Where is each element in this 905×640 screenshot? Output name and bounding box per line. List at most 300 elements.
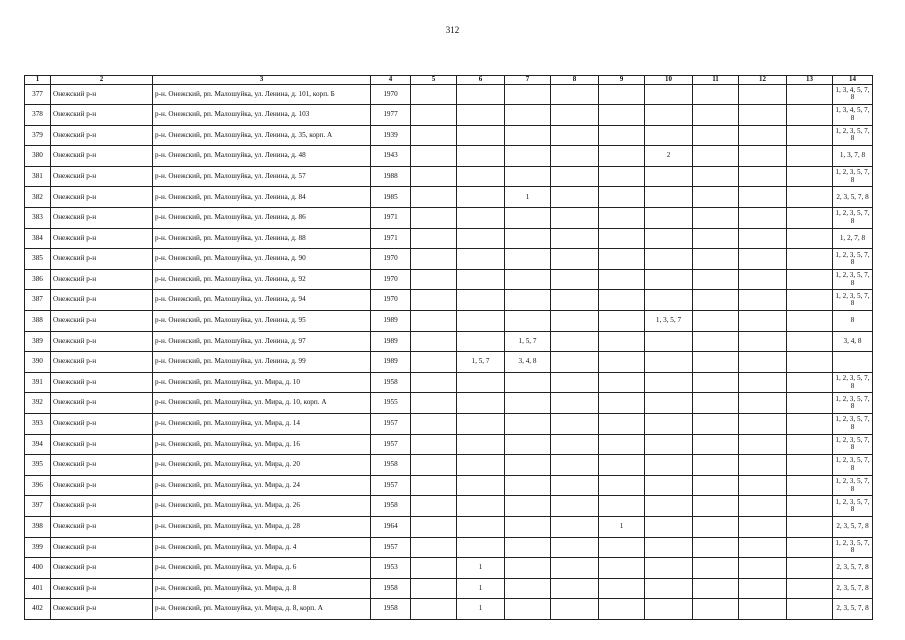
row-number: 386	[25, 269, 51, 290]
col10-cell	[645, 125, 693, 146]
address-cell: р-н. Онежский, рп. Малошуйка, ул. Мира, д. 10, корп. А	[153, 393, 371, 414]
col8-cell	[551, 228, 599, 249]
col11-cell	[693, 187, 739, 208]
col13-cell	[787, 578, 833, 599]
col11-cell	[693, 393, 739, 414]
row-number: 384	[25, 228, 51, 249]
col6-cell	[457, 516, 505, 537]
col13-cell	[787, 166, 833, 187]
district-cell: Онежский р-н	[51, 290, 153, 311]
district-cell: Онежский р-н	[51, 208, 153, 229]
col7-cell	[505, 311, 551, 332]
col9-cell	[599, 208, 645, 229]
col13-cell	[787, 228, 833, 249]
housing-registry-table	[24, 75, 873, 620]
col12-cell	[739, 105, 787, 126]
row-number: 383	[25, 208, 51, 229]
col6-cell	[457, 290, 505, 311]
year-cell: 1989	[371, 311, 411, 332]
district-cell: Онежский р-н	[51, 414, 153, 435]
column-header-4: 4	[371, 76, 411, 85]
col7-cell	[505, 393, 551, 414]
col6-cell: 1	[457, 558, 505, 579]
col11-cell	[693, 516, 739, 537]
col13-cell	[787, 475, 833, 496]
address-cell: р-н. Онежский, рп. Малошуйка, ул. Ленина, д. 92	[153, 269, 371, 290]
address-cell: р-н. Онежский, рп. Малошуйка, ул. Мира, д. 8, корп. А	[153, 599, 371, 620]
col11-cell	[693, 455, 739, 476]
row-number: 389	[25, 331, 51, 352]
col13-cell	[787, 352, 833, 373]
table-row	[25, 125, 873, 146]
col7-cell	[505, 455, 551, 476]
col13-cell	[787, 434, 833, 455]
col12-cell	[739, 414, 787, 435]
table-row	[25, 516, 873, 537]
table-row	[25, 352, 873, 373]
col12-cell	[739, 516, 787, 537]
col12-cell	[739, 146, 787, 167]
col14-cell: 1, 2, 7, 8	[833, 228, 873, 249]
table-row	[25, 372, 873, 393]
col12-cell	[739, 393, 787, 414]
col14-cell: 1, 2, 3, 5, 7, 8	[833, 537, 873, 558]
col13-cell	[787, 187, 833, 208]
address-cell: р-н. Онежский, рп. Малошуйка, ул. Мира, д. 20	[153, 455, 371, 476]
col12-cell	[739, 578, 787, 599]
col10-cell	[645, 228, 693, 249]
year-cell: 1988	[371, 166, 411, 187]
address-cell: р-н. Онежский, рп. Малошуйка, ул. Ленина, д. 97	[153, 331, 371, 352]
col12-cell	[739, 208, 787, 229]
row-number: 395	[25, 455, 51, 476]
col12-cell	[739, 166, 787, 187]
col14-cell: 1, 2, 3, 5, 7, 8	[833, 290, 873, 311]
col5-cell	[411, 269, 457, 290]
col10-cell	[645, 249, 693, 270]
col7-cell	[505, 146, 551, 167]
col5-cell	[411, 455, 457, 476]
district-cell: Онежский р-н	[51, 269, 153, 290]
col11-cell	[693, 414, 739, 435]
row-number: 388	[25, 311, 51, 332]
col6-cell	[457, 414, 505, 435]
table-row	[25, 414, 873, 435]
col5-cell	[411, 146, 457, 167]
table-row	[25, 105, 873, 126]
col7-cell	[505, 208, 551, 229]
district-cell: Онежский р-н	[51, 146, 153, 167]
column-header-13: 13	[787, 76, 833, 85]
col5-cell	[411, 105, 457, 126]
col7-cell	[505, 558, 551, 579]
col11-cell	[693, 269, 739, 290]
table-row	[25, 537, 873, 558]
year-cell: 1955	[371, 393, 411, 414]
address-cell: р-н. Онежский, рп. Малошуйка, ул. Мира, д. 4	[153, 537, 371, 558]
address-cell: р-н. Онежский, рп. Малошуйка, ул. Мира, д. 24	[153, 475, 371, 496]
row-number: 396	[25, 475, 51, 496]
col11-cell	[693, 537, 739, 558]
col9-cell	[599, 249, 645, 270]
col11-cell	[693, 311, 739, 332]
district-cell: Онежский р-н	[51, 393, 153, 414]
col11-cell	[693, 331, 739, 352]
row-number: 402	[25, 599, 51, 620]
column-header-12: 12	[739, 76, 787, 85]
col6-cell	[457, 166, 505, 187]
col10-cell	[645, 393, 693, 414]
address-cell: р-н. Онежский, рп. Малошуйка, ул. Ленина, д. 99	[153, 352, 371, 373]
col11-cell	[693, 558, 739, 579]
col13-cell	[787, 558, 833, 579]
col8-cell	[551, 146, 599, 167]
col9-cell	[599, 187, 645, 208]
col14-cell: 2, 3, 5, 7, 8	[833, 187, 873, 208]
year-cell: 1958	[371, 372, 411, 393]
col14-cell: 2, 3, 5, 7, 8	[833, 516, 873, 537]
col13-cell	[787, 208, 833, 229]
col11-cell	[693, 125, 739, 146]
col8-cell	[551, 599, 599, 620]
table-row	[25, 208, 873, 229]
col5-cell	[411, 84, 457, 105]
table-row	[25, 496, 873, 517]
district-cell: Онежский р-н	[51, 166, 153, 187]
col7-cell	[505, 249, 551, 270]
address-cell: р-н. Онежский, рп. Малошуйка, ул. Ленина, д. 88	[153, 228, 371, 249]
column-header-1: 1	[25, 76, 51, 85]
col7-cell	[505, 537, 551, 558]
row-number: 394	[25, 434, 51, 455]
col9-cell: 1	[599, 516, 645, 537]
col5-cell	[411, 537, 457, 558]
col6-cell	[457, 269, 505, 290]
col9-cell	[599, 84, 645, 105]
col9-cell	[599, 414, 645, 435]
col12-cell	[739, 352, 787, 373]
col7-cell: 3, 4, 8	[505, 352, 551, 373]
col6-cell	[457, 311, 505, 332]
col11-cell	[693, 105, 739, 126]
col11-cell	[693, 146, 739, 167]
col5-cell	[411, 187, 457, 208]
col10-cell	[645, 455, 693, 476]
col5-cell	[411, 290, 457, 311]
col8-cell	[551, 208, 599, 229]
col12-cell	[739, 228, 787, 249]
col7-cell	[505, 434, 551, 455]
col13-cell	[787, 105, 833, 126]
col5-cell	[411, 496, 457, 517]
col12-cell	[739, 187, 787, 208]
col14-cell: 1, 2, 3, 5, 7, 8	[833, 166, 873, 187]
col8-cell	[551, 578, 599, 599]
col13-cell	[787, 455, 833, 476]
district-cell: Онежский р-н	[51, 228, 153, 249]
col13-cell	[787, 269, 833, 290]
col13-cell	[787, 249, 833, 270]
col8-cell	[551, 249, 599, 270]
col9-cell	[599, 166, 645, 187]
district-cell: Онежский р-н	[51, 372, 153, 393]
row-number: 392	[25, 393, 51, 414]
year-cell: 1964	[371, 516, 411, 537]
table-row	[25, 599, 873, 620]
table-row	[25, 84, 873, 105]
column-header-2: 2	[51, 76, 153, 85]
col9-cell	[599, 105, 645, 126]
table-row	[25, 166, 873, 187]
col14-cell: 1, 2, 3, 5, 7, 8	[833, 496, 873, 517]
address-cell: р-н. Онежский, рп. Малошуйка, ул. Мира, д. 10	[153, 372, 371, 393]
table-row	[25, 558, 873, 579]
col11-cell	[693, 290, 739, 311]
col13-cell	[787, 331, 833, 352]
col14-cell: 1, 3, 4, 5, 7, 8	[833, 105, 873, 126]
row-number: 377	[25, 84, 51, 105]
col11-cell	[693, 84, 739, 105]
col9-cell	[599, 311, 645, 332]
col9-cell	[599, 578, 645, 599]
col8-cell	[551, 352, 599, 373]
col14-cell: 3, 4, 8	[833, 331, 873, 352]
col7-cell	[505, 496, 551, 517]
col13-cell	[787, 290, 833, 311]
col7-cell	[505, 269, 551, 290]
col11-cell	[693, 352, 739, 373]
district-cell: Онежский р-н	[51, 578, 153, 599]
col5-cell	[411, 249, 457, 270]
col10-cell: 1, 3, 5, 7	[645, 311, 693, 332]
col8-cell	[551, 84, 599, 105]
col10-cell	[645, 166, 693, 187]
row-number: 391	[25, 372, 51, 393]
col11-cell	[693, 578, 739, 599]
col5-cell	[411, 434, 457, 455]
column-header-14: 14	[833, 76, 873, 85]
col10-cell	[645, 331, 693, 352]
col10-cell	[645, 578, 693, 599]
col9-cell	[599, 125, 645, 146]
table-row	[25, 393, 873, 414]
col11-cell	[693, 208, 739, 229]
row-number: 397	[25, 496, 51, 517]
address-cell: р-н. Онежский, рп. Малошуйка, ул. Мира, д. 28	[153, 516, 371, 537]
col7-cell: 1, 5, 7	[505, 331, 551, 352]
col10-cell	[645, 105, 693, 126]
col8-cell	[551, 475, 599, 496]
district-cell: Онежский р-н	[51, 455, 153, 476]
address-cell: р-н. Онежский, рп. Малошуйка, ул. Мира, д. 8	[153, 578, 371, 599]
col14-cell: 1, 2, 3, 5, 7, 8	[833, 455, 873, 476]
col8-cell	[551, 331, 599, 352]
col8-cell	[551, 166, 599, 187]
year-cell: 1989	[371, 352, 411, 373]
col10-cell: 2	[645, 146, 693, 167]
col6-cell	[457, 393, 505, 414]
col14-cell: 1, 2, 3, 5, 7, 8	[833, 125, 873, 146]
col6-cell	[457, 105, 505, 126]
table-row	[25, 290, 873, 311]
col12-cell	[739, 125, 787, 146]
col10-cell	[645, 187, 693, 208]
col13-cell	[787, 125, 833, 146]
col9-cell	[599, 393, 645, 414]
column-header-6: 6	[457, 76, 505, 85]
col14-cell: 8	[833, 311, 873, 332]
col8-cell	[551, 558, 599, 579]
col10-cell	[645, 475, 693, 496]
district-cell: Онежский р-н	[51, 331, 153, 352]
col14-cell	[833, 352, 873, 373]
page-number: 312	[445, 25, 460, 35]
col9-cell	[599, 290, 645, 311]
col7-cell	[505, 475, 551, 496]
col14-cell: 1, 2, 3, 5, 7, 8	[833, 208, 873, 229]
col13-cell	[787, 393, 833, 414]
col10-cell	[645, 496, 693, 517]
col13-cell	[787, 372, 833, 393]
district-cell: Онежский р-н	[51, 311, 153, 332]
col5-cell	[411, 311, 457, 332]
col11-cell	[693, 434, 739, 455]
column-header-7: 7	[505, 76, 551, 85]
year-cell: 1971	[371, 228, 411, 249]
col12-cell	[739, 558, 787, 579]
col5-cell	[411, 228, 457, 249]
col7-cell	[505, 578, 551, 599]
col5-cell	[411, 558, 457, 579]
col5-cell	[411, 599, 457, 620]
row-number: 380	[25, 146, 51, 167]
col11-cell	[693, 475, 739, 496]
col7-cell	[505, 516, 551, 537]
col9-cell	[599, 352, 645, 373]
col9-cell	[599, 228, 645, 249]
col14-cell: 1, 3, 4, 5, 7, 8	[833, 84, 873, 105]
col10-cell	[645, 372, 693, 393]
table-row	[25, 455, 873, 476]
col5-cell	[411, 516, 457, 537]
col5-cell	[411, 578, 457, 599]
col9-cell	[599, 475, 645, 496]
col11-cell	[693, 166, 739, 187]
col13-cell	[787, 516, 833, 537]
col14-cell: 2, 3, 5, 7, 8	[833, 599, 873, 620]
col11-cell	[693, 599, 739, 620]
col9-cell	[599, 558, 645, 579]
row-number: 379	[25, 125, 51, 146]
col6-cell	[457, 496, 505, 517]
address-cell: р-н. Онежский, рп. Малошуйка, ул. Ленина, д. 94	[153, 290, 371, 311]
district-cell: Онежский р-н	[51, 475, 153, 496]
year-cell: 1958	[371, 455, 411, 476]
col12-cell	[739, 496, 787, 517]
col10-cell	[645, 414, 693, 435]
col6-cell	[457, 537, 505, 558]
table-row	[25, 146, 873, 167]
col14-cell: 1, 2, 3, 5, 7, 8	[833, 393, 873, 414]
col9-cell	[599, 599, 645, 620]
col5-cell	[411, 331, 457, 352]
col7-cell	[505, 166, 551, 187]
col13-cell	[787, 537, 833, 558]
col7-cell	[505, 599, 551, 620]
col8-cell	[551, 269, 599, 290]
year-cell: 1957	[371, 414, 411, 435]
column-header-9: 9	[599, 76, 645, 85]
col10-cell	[645, 599, 693, 620]
address-cell: р-н. Онежский, рп. Малошуйка, ул. Ленина, д. 95	[153, 311, 371, 332]
col12-cell	[739, 331, 787, 352]
district-cell: Онежский р-н	[51, 249, 153, 270]
col10-cell	[645, 558, 693, 579]
row-number: 400	[25, 558, 51, 579]
table-row	[25, 249, 873, 270]
district-cell: Онежский р-н	[51, 105, 153, 126]
col6-cell	[457, 125, 505, 146]
year-cell: 1957	[371, 434, 411, 455]
col13-cell	[787, 84, 833, 105]
col12-cell	[739, 372, 787, 393]
year-cell: 1970	[371, 290, 411, 311]
year-cell: 1970	[371, 269, 411, 290]
col12-cell	[739, 537, 787, 558]
col9-cell	[599, 496, 645, 517]
col5-cell	[411, 475, 457, 496]
address-cell: р-н. Онежский, рп. Малошуйка, ул. Ленина, д. 57	[153, 166, 371, 187]
column-header-5: 5	[411, 76, 457, 85]
year-cell: 1939	[371, 125, 411, 146]
row-number: 382	[25, 187, 51, 208]
year-cell: 1977	[371, 105, 411, 126]
year-cell: 1953	[371, 558, 411, 579]
address-cell: р-н. Онежский, рп. Малошуйка, ул. Ленина, д. 48	[153, 146, 371, 167]
table-row	[25, 269, 873, 290]
address-cell: р-н. Онежский, рп. Малошуйка, ул. Ленина, д. 84	[153, 187, 371, 208]
district-cell: Онежский р-н	[51, 434, 153, 455]
col8-cell	[551, 187, 599, 208]
address-cell: р-н. Онежский, рп. Малошуйка, ул. Ленина, д. 35, корп. А	[153, 125, 371, 146]
col8-cell	[551, 311, 599, 332]
year-cell: 1970	[371, 84, 411, 105]
year-cell: 1957	[371, 537, 411, 558]
address-cell: р-н. Онежский, рп. Малошуйка, ул. Ленина, д. 90	[153, 249, 371, 270]
col12-cell	[739, 434, 787, 455]
row-number: 398	[25, 516, 51, 537]
col10-cell	[645, 290, 693, 311]
col14-cell: 1, 3, 7, 8	[833, 146, 873, 167]
year-cell: 1943	[371, 146, 411, 167]
col10-cell	[645, 434, 693, 455]
col14-cell: 2, 3, 5, 7, 8	[833, 558, 873, 579]
header-row	[25, 76, 873, 85]
col6-cell	[457, 249, 505, 270]
address-cell: р-н. Онежский, рп. Малошуйка, ул. Мира, д. 6	[153, 558, 371, 579]
col7-cell	[505, 84, 551, 105]
address-cell: р-н. Онежский, рп. Малошуйка, ул. Мира, д. 26	[153, 496, 371, 517]
col7-cell	[505, 372, 551, 393]
col10-cell	[645, 269, 693, 290]
col7-cell	[505, 290, 551, 311]
col10-cell	[645, 352, 693, 373]
col13-cell	[787, 311, 833, 332]
district-cell: Онежский р-н	[51, 537, 153, 558]
col14-cell: 1, 2, 3, 5, 7, 8	[833, 434, 873, 455]
col8-cell	[551, 496, 599, 517]
district-cell: Онежский р-н	[51, 558, 153, 579]
